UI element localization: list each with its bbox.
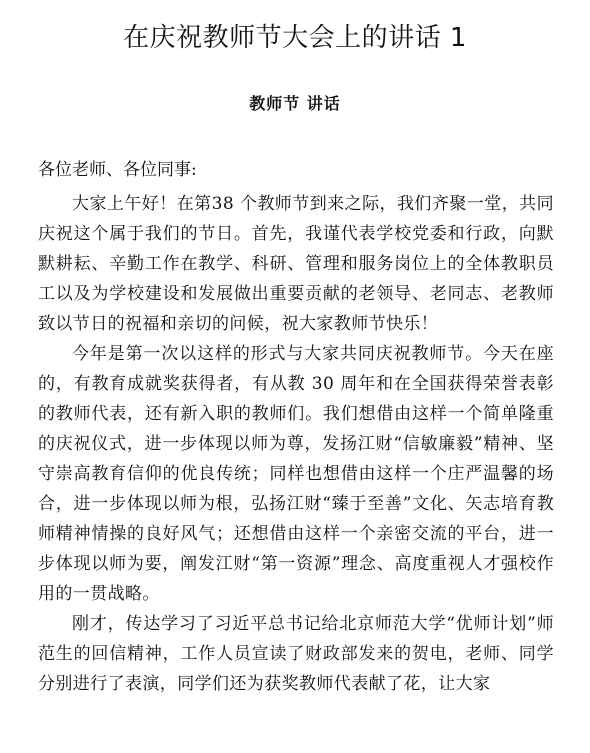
document-subtitle: 教师节 讲话 [249, 94, 341, 113]
document-title: 在庆祝教师节大会上的讲话 1 [123, 23, 467, 53]
paragraph-3: 刚才，传达学习了习近平总书记给北京师范大学“优师计划”师范生的回信精神，工作人员宣读了财政部发来的贺电，老师、同学分别进行了表演，同学们还为获奖教师代表献了花，让大家 [38, 614, 554, 694]
salutation: 各位老师、各位同事: [38, 160, 197, 180]
document-body [38, 155, 554, 699]
paragraph-1: 大家上午好！在第38 个教师节到来之际，我们齐聚一堂，共同庆祝这个属于我们的节日。首先，我谨代表学校党委和行政，向默默耕耘、辛勤工作在教学、科研、管理和服务岗位上的全体教职员工以及为学校建设和发展做出重要贡献的老领导、老同志、老教师致以节日的祝福和亲切的问候，祝大家教师节快乐！ [38, 194, 554, 334]
paragraph-2: 今年是第一次以这样的形式与大家共同庆祝教师节。今天在座的，有教育成就奖获得者，有从教 30 周年和在全国获得荣誉表彰的教师代表，还有新入职的教师们。我们想借由这样一个简单隆重的庆祝仪式，进一步体现以师为尊，发扬江财“信敏廉毅”精神、坚守崇高教育信仰的优良传统；同样也想借由这样一个庄严温馨的场合，进一步体现以师为根，弘扬江财“臻于至善”文化、矢志培育教师精神情操的良好风气；还想借由这样一个亲密交流的平台，进一步体现以师为要，阐发江财“第一资源”理念、高度重视人才强校作用的一贯战略。 [38, 344, 554, 604]
